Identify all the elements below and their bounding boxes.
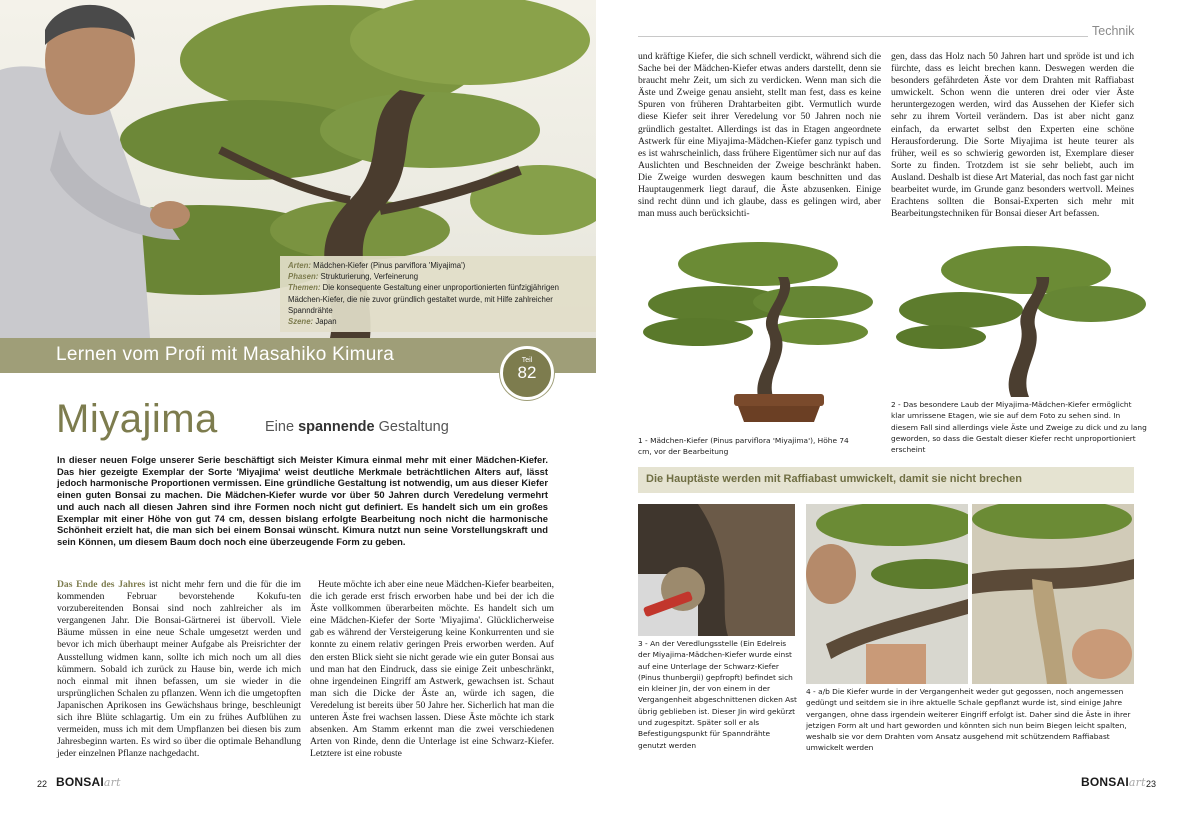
series-title: Lernen vom Profi mit Masahiko Kimura — [56, 344, 395, 365]
right-page-number: 23 — [1146, 779, 1157, 789]
info-themen-text: Die konsequente Gestaltung einer unproportionierten fünfzigjährigen Mädchen-Kiefer, die nie zuvor gründlich gestaltet wurde, mit Hilfe zahlreicher Spanndrähte — [288, 283, 559, 315]
left-brand-script: art — [103, 776, 121, 789]
article-subtitle — [265, 419, 449, 435]
raffia-wrap-b-illustration — [972, 504, 1134, 684]
caption-4: 4 - a/b Die Kiefer wurde in der Vergangenheit weder gut gegossen, noch angemessen gedüngt und seitdem sie in ihre aktuelle Schale gepflanzt wurde ist, sind einige Jahre vergangen, ohne dass irgendein weiterer Eingriff erfolgt ist. Daher sind die Äste in ihrer jetzigen Form alt und hart geworden und könnten sich nun beim Biegen leicht spalten, weshalb sie vor dem Drahten vom Ansatz ausgehend mit schützendem Raffiabast umwickelt werden — [806, 687, 1131, 753]
left-body-col1 — [57, 579, 301, 760]
photo-jin-cutting — [638, 504, 795, 636]
raffia-wrap-a-illustration — [806, 504, 968, 684]
part-badge — [500, 346, 554, 400]
photo-raffia-wrap-a — [806, 504, 968, 684]
lead-paragraph: In dieser neuen Folge unserer Serie beschäftigt sich Meister Kimura einmal mehr mit einer Mädchen-Kiefer. Das hier gezeigte Exemplar der Sorte 'Miyajima' weist deutliche Merkmale beträchtlichen Alters auf, lässt jedoch harmonische Proportionen vermissen. Eine gründliche Gestaltung ist notwendig, um aus dieser Kiefer einen guten Bonsai zu machen. Die Mädchen-Kiefer wurde vor über 50 Jahren durch Veredelung vermehrt und auch nach all diesen Jahren sind ihre Formen noch nicht gut definiert. Es handelt sich um ein großes Exemplar mit einer Höhe von gut 74 cm, dessen bislang erfolgte Bearbeitung noch nicht die harmonische Schönheit erzielt hat, die man sich bei einem Bonsai wünscht. Kimura nutzt nun seine Vorstellungskraft und sein Können, um diesem Baum doch noch eine überzeugende Form zu geben. — [57, 454, 548, 547]
header-rule — [638, 36, 1088, 37]
left-brand-logo — [56, 775, 121, 789]
info-art-text: Mädchen-Kiefer (Pinus parviflora 'Miyajima') — [313, 261, 466, 270]
info-art — [288, 260, 588, 271]
caption-1: 1 - Mädchen-Kiefer (Pinus parviflora 'Miyajima'), Höhe 74 cm, vor der Bearbeitung — [638, 436, 849, 457]
subtitle-bold: spannende — [298, 419, 375, 435]
bonsai-before-illustration — [638, 232, 881, 432]
left-brand-text: BONSAI — [56, 775, 104, 789]
subtitle-post: Gestaltung — [374, 419, 449, 435]
right-page — [596, 0, 1191, 822]
part-badge-number: 82 — [517, 363, 537, 382]
col1-lead-in: Das Ende des Jahres — [57, 579, 146, 590]
bonsai-foliage-illustration — [891, 232, 1146, 397]
caption-3: 3 - An der Veredlungsstelle (Ein Edelreis der Miyajima-Mädchen-Kiefer wurde einst auf eine Unterlage der Schwarz-Kiefer (Pinus thunbergii) gepfropft) befindet sich ein kleiner Jin, der von einem in der Vergangenheit abgeschnittenen dicken Ast übrig geblieben ist. Dieser Jin wird gekürzt und zugespitzt. Später soll er als Befestigungspunkt für Spanndrähte genutzt werden — [638, 639, 797, 750]
left-page-number: 22 — [37, 779, 48, 789]
left-body-col2: Heute möchte ich aber eine neue Mädchen-Kiefer bearbeiten, die ich gerade erst frisch erworben habe und bei der ich die Äste vollkommen überarbeiten möchte. Es handelt sich um eine Mädchen-Kiefer der Sorte 'Miyajima'. Glücklicherweise gab es während der Versteigerung keine Konkurrenten und sie konnte zu einem relativ geringen Preis erworben werden. Auf den ersten Blick sieht sie nicht gerade wie ein guter Bonsai aus und man hat den Eindruck, dass sie einige Zeit unbeschränkt, ohne irgendeinen Eingriff am Astwerk, gewachsen ist. Schaut man sich die Dicke der Äste an, würde ich sagen, die Veredelung ist bereits über 50 Jahre her. Sicherlich hat man die unteren Äste frei wachsen lassen. Diese Äste möchte ich stark absenken. Am Stamm erkennt man die zwei verschiedenen Arten von Rinde, denn die Unterlage ist eine Schwarz-Kiefer. Letztere ist eine robuste — [310, 579, 554, 760]
info-szene — [288, 316, 588, 327]
section-banner-text: Die Hauptäste werden mit Raffiabast umwickelt, damit sie nicht brechen — [646, 473, 1022, 485]
article-title: Miyajima — [56, 397, 218, 441]
info-phasen-text: Strukturierung, Verfeinerung — [320, 272, 419, 282]
info-art-label: Arten: — [288, 261, 311, 270]
section-tag: Technik — [1092, 24, 1135, 38]
right-brand-logo — [1081, 775, 1146, 789]
section-banner — [638, 467, 1134, 493]
info-box — [280, 256, 596, 332]
right-brand-script: art — [1128, 776, 1146, 789]
info-themen-label: Themen: — [288, 283, 321, 293]
right-brand-text: BONSAI — [1081, 775, 1129, 789]
info-phasen-label: Phasen: — [288, 272, 319, 282]
caption-2: 2 - Das besondere Laub der Miyajima-Mädchen-Kiefer ermöglicht klar umrissene Etagen, wie sie auf dem Foto zu sehen sind. In diesem Fall sind allerdings viele Äste und Zweige zu dick und zu lang geworden, so dass die Gestalt dieser Kiefer recht unproportioniert erscheint — [891, 400, 1147, 455]
right-body-col2: gen, dass das Holz nach 50 Jahren hart und spröde ist und ich fürchte, dass es leicht brechen kann. Deswegen werden die besonders gefährdeten Äste vor dem Drahten mit Raffiabast umwickelt. Schon wenn die unteren drei oder vier Äste heruntergezogen werden, wird das Aussehen der Kiefer sich sehr zu ihrem Vorteil verändern. Das ist aber nicht ganz einfach, da erwartet selbst den Experten eine schöne Herausforderung. Die Sorte Miyajima ist heute teurer als früher, weil es so schwierig geworden ist, Exemplare dieser Sorte zu finden. Trotzdem ist sie sehr beliebt, auch im Ausland. Deshalb ist diese Art Material, das noch fast gar nicht bearbeitet wurde, im Grunde ganz besonders wertvoll. Meines Erachtens sollten die Bonsai-Experten sich mehr mit Bearbeitungstechniken für Bonsai dieser Art befassen. — [891, 51, 1134, 220]
right-body-col1: und kräftige Kiefer, die sich schnell verdickt, während sich die Sache bei der Mädchen-Kiefer etwas anders darstellt, denn sie braucht mehr Zeit, um sich zu verdicken. Wenn man sich die Äste und Zweige genau ansieht, stellt man fest, dass es keine Spuren von früheren Drahtarbeiten gibt. Vermutlich wurde diese Kiefer seit ihrer Veredelung vor 50 Jahren noch nie gründlich gestaltet. Allerdings ist das in Etagen angeordnete Astwerk für eine Miyajima-Mädchen-Kiefer ganz typisch und es ist wahrscheinlich, dass frühere Eigentümer sich nur auf das Auslichten und Beschneiden der Zweige beschränkt haben. Die Zweige wurden deswegen kaum beschnitten und das Hauptaugenmerk liegt darauf, die Äste abzusenken. Einige sind recht dünn und ich glaube, dass es gelingen wird, aber man muss auch berücksichti- — [638, 51, 881, 220]
info-themen — [288, 282, 588, 316]
info-szene-text: Japan — [315, 317, 337, 327]
subtitle-pre: Eine — [265, 419, 299, 435]
info-phasen — [288, 271, 588, 282]
col1-text: ist nicht mehr fern und die für die im kommenden Februar bevorstehende Kokufu-ten vorzubereitenden Bonsai sind noch zahlreicher als im vergangenen Jahr. Die Bonsai-Gärtnerei ist übervoll. Viele Bäume müssen in eine neue Schale umgesetzt werden und bevor ich mich überhaupt meiner Aufgabe als Preisrichter der Ausstellung widmen kann, sollte ich mich noch um all dies kümmern. Sobald ich zurück zu Hause bin, werde ich mich noch einmal mit ihnen befassen, um sie wieder in die ursprünglichen Schalen zu pflanzen. Wenn ich die umgetopften Japanischen Aprikosen ins Gewächshaus bringe, beschleunigt sich ihre Blüte schlagartig. Um ein zu frühes Aufblühen zu vermeiden, muss ich mit dem Umpflanzen bei diesen bis zum Jahresbeginn warten. Es wird so über die optimale Behandlung jeder einzelnen Pflanze nachgedacht. — [57, 579, 301, 760]
photo-bonsai-before — [638, 232, 881, 432]
photo-bonsai-foliage — [891, 232, 1146, 397]
jin-cutting-illustration — [638, 504, 795, 636]
part-badge-label: Teil — [521, 357, 533, 364]
info-szene-label: Szene: — [288, 317, 314, 327]
photo-raffia-wrap-b — [972, 504, 1134, 684]
